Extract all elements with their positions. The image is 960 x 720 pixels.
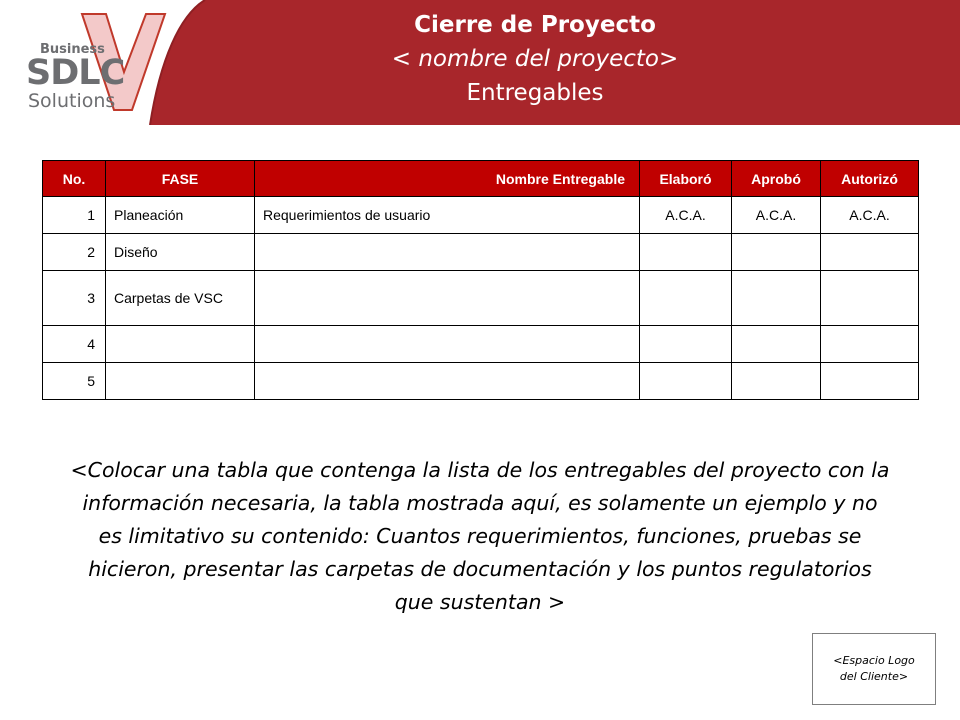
table-row [43, 197, 919, 234]
cell-nombre [255, 363, 640, 400]
instruction-note: <Colocar una tabla que contenga la lista de los entregables del proyecto con la información necesaria, la tabla mostrada aquí, es solamente un ejemplo y no es limitativo su contenido: Cuantos requerimientos, funciones, pruebas se hicieron, presentar las carpetas de documentación y los puntos regulatorios que sustentan > [70, 458, 890, 614]
cell-autorizo [821, 326, 919, 363]
logo-solutions-text: Solutions [28, 90, 116, 112]
project-name: < nombre del proyecto> [391, 46, 679, 72]
cell-aprobo: A.C.A. [732, 197, 821, 234]
cell-aprobo [732, 326, 821, 363]
header-aprobo: Aprobó [732, 161, 821, 197]
cell-elaboro [640, 234, 732, 271]
cell-fase: Planeación [106, 197, 255, 234]
cell-autorizo: A.C.A. [821, 197, 919, 234]
table-row [43, 234, 919, 271]
cell-autorizo [821, 271, 919, 326]
cell-fase: Carpetas de VSC [106, 271, 255, 326]
table-row [43, 326, 919, 363]
table-row [43, 271, 919, 326]
company-logo [20, 10, 170, 120]
cell-no: 2 [43, 234, 106, 271]
cell-autorizo [821, 363, 919, 400]
cell-autorizo [821, 234, 919, 271]
header-no: No. [43, 161, 106, 197]
title-block [300, 8, 770, 110]
cell-nombre: Requerimientos de usuario [255, 197, 640, 234]
cell-nombre [255, 234, 640, 271]
cell-aprobo [732, 234, 821, 271]
logo-business-text: Business [40, 42, 105, 57]
cell-aprobo [732, 363, 821, 400]
table-header-row [43, 161, 919, 197]
header-elaboro: Elaboró [640, 161, 732, 197]
cell-no: 3 [43, 271, 106, 326]
cell-fase: Diseño [106, 234, 255, 271]
header-fase: FASE [106, 161, 255, 197]
cell-elaboro [640, 271, 732, 326]
deliverables-table [42, 160, 919, 400]
logo-sdlc-text: SDLC [26, 53, 125, 93]
cell-aprobo [732, 271, 821, 326]
cell-fase [106, 326, 255, 363]
header-nombre-entregable: Nombre Entregable [255, 161, 640, 197]
cell-elaboro [640, 326, 732, 363]
cell-elaboro [640, 363, 732, 400]
cell-nombre [255, 271, 640, 326]
cell-no: 5 [43, 363, 106, 400]
client-logo-text: <Espacio Logo del Cliente> [833, 654, 915, 683]
table-row [43, 363, 919, 400]
cell-fase [106, 363, 255, 400]
cell-nombre [255, 326, 640, 363]
cell-no: 1 [43, 197, 106, 234]
client-logo-placeholder [812, 633, 936, 705]
cell-elaboro: A.C.A. [640, 197, 732, 234]
cell-no: 4 [43, 326, 106, 363]
page-subtitle: Entregables [466, 80, 604, 106]
page-title: Cierre de Proyecto [414, 12, 656, 38]
header-autorizo: Autorizó [821, 161, 919, 197]
